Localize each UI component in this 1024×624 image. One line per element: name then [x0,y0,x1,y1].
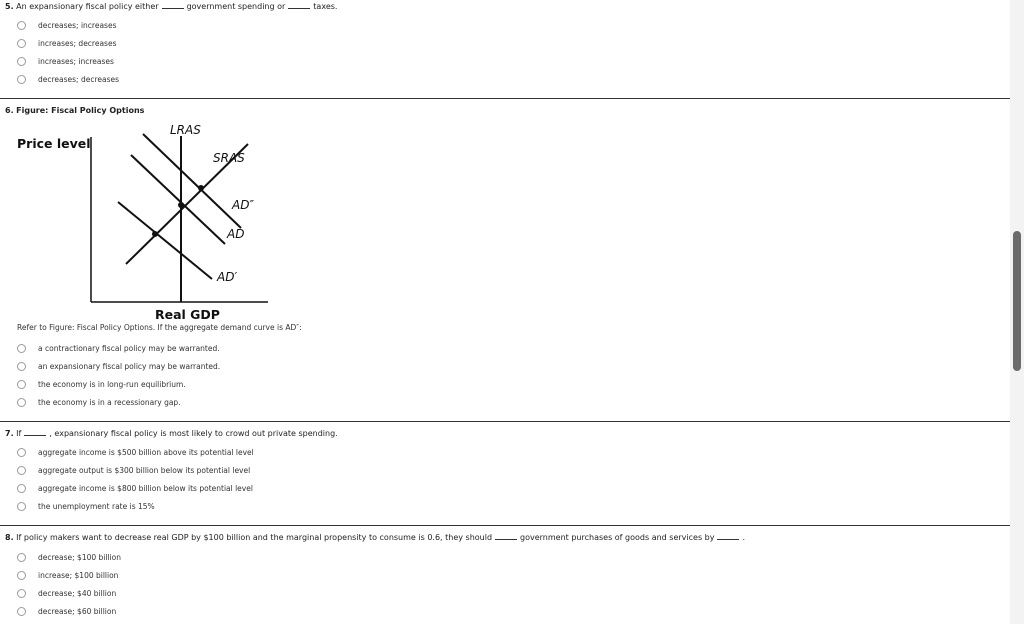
q8-option-a[interactable] [17,551,121,563]
q5-option-d[interactable] [17,73,119,85]
ad-label: AD [227,227,245,241]
q7-option-c[interactable] [17,482,253,494]
option-label: decreases; increases [38,20,117,30]
question-number: 7. [5,429,14,438]
stem-text: If [16,429,22,438]
q7-option-d[interactable] [17,500,155,512]
figure-title: Figure: Fiscal Policy Options [16,106,145,115]
stem-text: , expansionary fiscal policy is most likely to crowd out private spending. [49,429,338,438]
equilibrium-point [152,231,158,237]
radio-button[interactable] [17,57,26,66]
stem-text: . [742,533,746,542]
q8-option-c[interactable] [17,587,116,599]
q8-option-b[interactable] [17,569,118,581]
question-6-prompt: Refer to Figure: Fiscal Policy Options. If the aggregate demand curve is AD″: [17,323,302,332]
stem-text: government spending or [186,2,286,11]
option-label: decrease; $100 billion [38,552,121,562]
option-label: increases; decreases [38,38,117,48]
ad-prime-label: AD′ [217,270,238,284]
option-label: aggregate income is $500 billion above its potential level [38,447,254,457]
radio-button[interactable] [17,398,26,407]
radio-button[interactable] [17,502,26,511]
q6-option-d[interactable] [17,396,181,408]
option-label: aggregate income is $800 billion below its potential level [38,483,253,493]
option-label: decrease; $60 billion [38,606,117,616]
y-axis-label: Price level [17,136,91,151]
stem-text: government purchases of goods and services by [520,533,715,542]
option-label: increases; increases [38,56,114,66]
question-7-stem [5,429,338,438]
q7-option-a[interactable] [17,446,254,458]
question-number: 6. [5,106,14,115]
option-label: the economy is in a recessionary gap. [38,397,181,407]
option-label: increase; $100 billion [38,570,119,580]
question-6-stem [5,106,144,115]
q5-option-a[interactable] [17,19,117,31]
blank [162,2,184,9]
question-5-stem [5,2,337,11]
stem-text: taxes. [313,2,338,11]
equilibrium-point [178,202,184,208]
radio-button[interactable] [17,607,26,616]
radio-button[interactable] [17,589,26,598]
blank [288,2,310,9]
radio-button[interactable] [17,21,26,30]
equilibrium-point [198,185,204,191]
radio-button[interactable] [17,39,26,48]
radio-button[interactable] [17,466,26,475]
blank [24,429,46,436]
radio-button[interactable] [17,553,26,562]
scrollbar-thumb[interactable] [1013,231,1021,371]
option-label: decreases; decreases [38,74,120,84]
divider [0,525,1010,526]
q8-option-d[interactable] [17,605,116,617]
q6-option-b[interactable] [17,360,220,372]
blank [717,533,739,540]
question-8-stem [5,533,745,542]
divider [0,421,1010,422]
radio-button[interactable] [17,484,26,493]
option-label: a contractionary fiscal policy may be warranted. [38,343,220,353]
ad-double-prime-label: AD″ [232,198,254,212]
radio-button[interactable] [17,571,26,580]
q5-option-b[interactable] [17,37,117,49]
stem-text: An expansionary fiscal policy either [16,2,159,11]
option-label: the economy is in long-run equilibrium. [38,379,186,389]
ad-prime-curve [118,202,212,279]
fiscal-policy-figure [0,115,300,325]
option-label: aggregate output is $300 billion below its potential level [38,465,251,475]
radio-button[interactable] [17,344,26,353]
radio-button[interactable] [17,362,26,371]
option-label: an expansionary fiscal policy may be warranted. [38,361,221,371]
option-label: the unemployment rate is 15% [38,501,155,511]
q6-option-c[interactable] [17,378,186,390]
q7-option-b[interactable] [17,464,250,476]
lras-label: LRAS [170,123,201,137]
radio-button[interactable] [17,75,26,84]
x-axis-label: Real GDP [155,307,220,322]
radio-button[interactable] [17,448,26,457]
question-number: 5. [5,2,14,11]
stem-text: If policy makers want to decrease real GDP by $100 billion and the marginal propensity to consume is 0.6, they should [16,533,493,542]
divider [0,98,1010,99]
question-number: 8. [5,533,14,542]
q5-option-c[interactable] [17,55,114,67]
option-label: decrease; $40 billion [38,588,117,598]
sras-label: SRAS [213,151,245,165]
blank [495,533,517,540]
radio-button[interactable] [17,380,26,389]
q6-option-a[interactable] [17,342,220,354]
